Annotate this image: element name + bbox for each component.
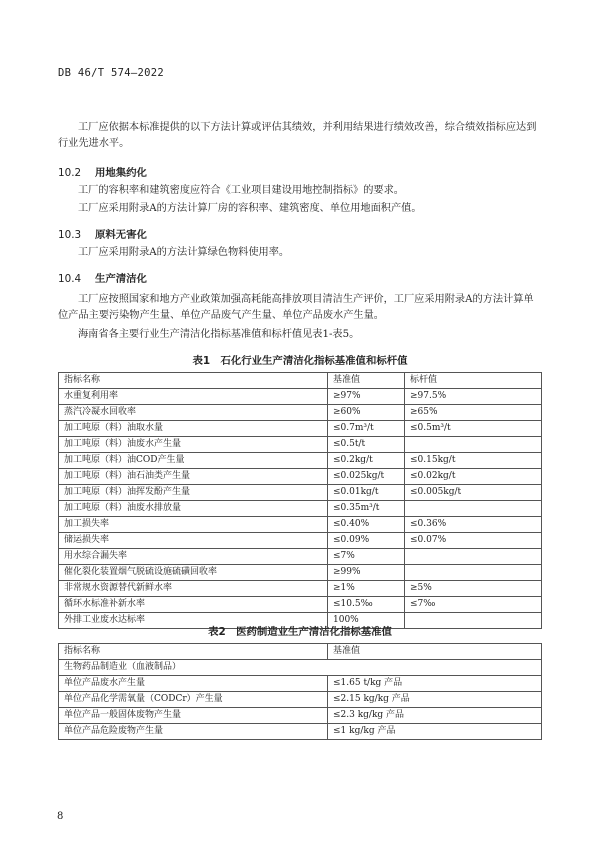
table-cell: 水重复利用率 [59,389,328,405]
section-10-2-p1: 工厂的容积率和建筑密度应符合《工业项目建设用地控制指标》的要求。 [78,185,404,196]
section-title: 用地集约化 [95,167,147,179]
table-cell: ≤0.02kg/t [405,469,542,485]
section-number: 10.4 [58,273,82,285]
table-cell: 加工吨原（料）油废水产生量 [59,437,328,453]
table-row [59,501,542,517]
table-header-row [59,373,542,389]
table-row [59,708,542,724]
header-cell: 指标名称 [59,644,328,660]
table-row [59,533,542,549]
table-row [59,676,542,692]
table-cell: 单位产品废水产生量 [59,676,328,692]
table-cell: 单位产品一般固体废物产生量 [59,708,328,724]
table2 [58,643,542,740]
group-cell: 生物药品制造业（血液制品） [59,660,542,676]
table-cell: ≤0.35m³/t [328,501,405,517]
table-cell [405,437,542,453]
section-title: 原料无害化 [95,229,147,241]
table-cell: 催化裂化装置烟气脱硫设施硫磺回收率 [59,565,328,581]
table-cell: ≤0.7m³/t [328,421,405,437]
section-10-4-heading [58,270,147,285]
document-header: DB 46/T 574—2022 [58,67,164,79]
table-cell: 储运损失率 [59,533,328,549]
table-cell: ≤0.01kg/t [328,485,405,501]
table-cell: 100% [328,613,405,629]
table-row [59,453,542,469]
header-cell: 标杆值 [405,373,542,389]
table-cell [405,549,542,565]
table-cell: ≤1.65 t/kg 产品 [328,676,542,692]
table-cell: ≤7‰ [405,597,542,613]
table-cell: ≥1% [328,581,405,597]
header-cell: 基准值 [328,373,405,389]
table-cell: ≤0.40% [328,517,405,533]
table-row [59,724,542,740]
table-cell: ≤1 kg/kg 产品 [328,724,542,740]
table-cell: 用水综合漏失率 [59,549,328,565]
table-cell: ≤0.09% [328,533,405,549]
table-group-row [59,660,542,676]
table-cell: 加工吨原（料）油挥发酚产生量 [59,485,328,501]
table1-caption: 表1 石化行业生产清洁化指标基准值和标杆值 [192,355,408,367]
table-cell: 加工吨原（料）油取水量 [59,421,328,437]
table-cell: 单位产品化学需氧量（CODCr）产生量 [59,692,328,708]
table-row [59,405,542,421]
table-cell: 加工吨原（料）油COD产生量 [59,453,328,469]
table-cell [405,501,542,517]
table-cell: ≤10.5‰ [328,597,405,613]
table-cell: ≤0.5m³/t [405,421,542,437]
table-cell: 外排工业废水达标率 [59,613,328,629]
table-cell: ≤0.07% [405,533,542,549]
section-10-3-p1: 工厂应采用附录A的方法计算绿色物料使用率。 [78,247,290,258]
table-row [59,597,542,613]
section-10-3-heading [58,226,147,241]
table-cell: ≤0.005kg/t [405,485,542,501]
table-cell: ≥97.5% [405,389,542,405]
section-10-2-p2: 工厂应采用附录A的方法计算厂房的容积率、建筑密度、单位用地面积产值。 [78,203,422,214]
header-cell: 基准值 [328,644,542,660]
table-row [59,469,542,485]
table-row [59,581,542,597]
table-cell: ≥97% [328,389,405,405]
section-10-2-heading [58,164,147,179]
section-title: 生产清洁化 [95,273,147,285]
table-cell: ≥99% [328,565,405,581]
table-cell: 加工吨原（料）油石油类产生量 [59,469,328,485]
section-number: 10.2 [58,167,82,179]
table-cell [405,565,542,581]
table-cell: 单位产品危险废物产生量 [59,724,328,740]
table-row [59,421,542,437]
table2-caption: 表2 医药制造业生产清洁化指标基准值 [208,626,392,638]
table-cell: ≥5% [405,581,542,597]
table-row [59,692,542,708]
table-cell: 蒸汽冷凝水回收率 [59,405,328,421]
table-row [59,549,542,565]
table-cell: ≤7% [328,549,405,565]
table-row [59,437,542,453]
table-cell: ≤0.025kg/t [328,469,405,485]
table-cell: 加工吨原（料）油废水排放量 [59,501,328,517]
table-cell: 循环水标准补新水率 [59,597,328,613]
table-row [59,517,542,533]
table-cell: ≤2.3 kg/kg 产品 [328,708,542,724]
table-cell: 非常规水资源替代新鲜水率 [59,581,328,597]
table-cell: ≤2.15 kg/kg 产品 [328,692,542,708]
table1 [58,372,542,629]
table-row [59,485,542,501]
header-cell: 指标名称 [59,373,328,389]
table-row [59,389,542,405]
table-cell: ≤0.15kg/t [405,453,542,469]
table-row [59,565,542,581]
table-cell: ≤0.5t/t [328,437,405,453]
intro-paragraph: 工厂应依据本标准提供的以下方法计算或评估其绩效，并利用结果进行绩效改善，综合绩效指标应达到行业先进水平。 [58,122,537,149]
table-cell: 加工损失率 [59,517,328,533]
section-10-4-p1: 工厂应按照国家和地方产业政策加强高耗能高排放项目清洁生产评价，工厂应采用附录A的方法计算单位产品主要污染物产生量、单位产品废气产生量、单位产品废水产生量。 [58,294,534,321]
table-header-row [59,644,542,660]
section-10-4-p2: 海南省各主要行业生产清洁化指标基准值和标杆值见表1-表5。 [78,329,360,340]
page-number: 8 [57,811,64,822]
table-cell: ≤0.36% [405,517,542,533]
section-number: 10.3 [58,229,82,241]
table-cell: ≥60% [328,405,405,421]
table-cell: ≤0.2kg/t [328,453,405,469]
table-cell: ≥65% [405,405,542,421]
